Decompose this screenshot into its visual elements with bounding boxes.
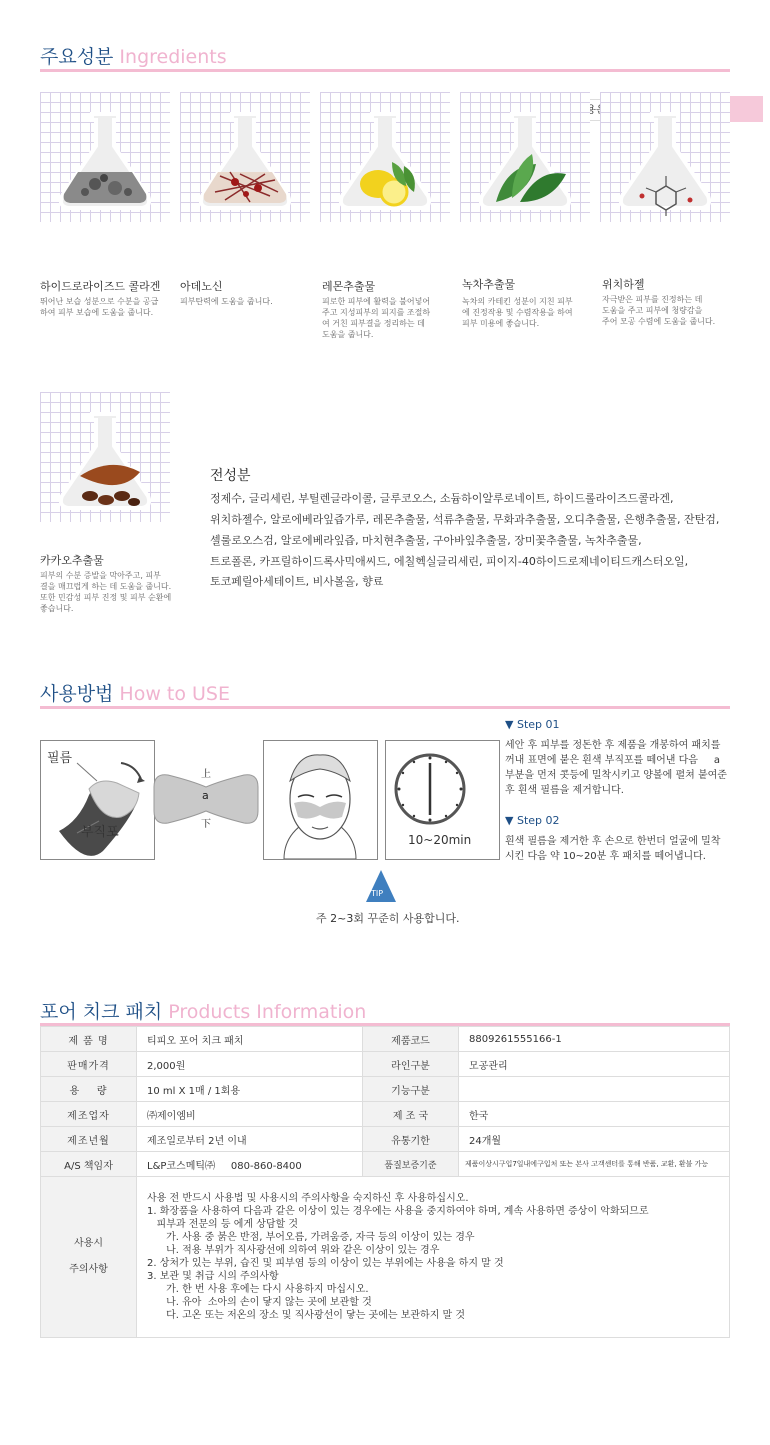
row-value: 제품이상시구입7일내에구입처 또는 본사 고객센터를 통해 반품, 교환, 환불 가능 (459, 1152, 730, 1177)
full-ingredients-line: 셀룰로오스검, 알로에베라잎즙, 마치현추출물, 구아바잎추출물, 장미꽃추출물, 녹차추출물, (210, 534, 642, 547)
full-ingredients-line: 트로폴론, 카프릴하이드록사믹애씨드, 에칠헥실글리세린, 피이지-40하이드로제네이티드캐스터오일, (210, 555, 689, 568)
row-value: 2,000원 (137, 1052, 363, 1077)
caution-text: 사용 전 반드시 사용법 및 사용시의 주의사항을 숙지하신 후 사용하십시오. 1. 화장품을 사용하여 다음과 같은 이상이 있는 경우에는 사용을 중지하여야 하며, 계속 사용하면 증상이 악화되므로 피부과 전문의 등 에게 상담할 것 가. 사용 중 붉은 반점, 부어오름, 가려움증, 자극 등의 이상이 있는 경우 나. 적용 부위가 직사광선에 의하여 위와 같은 이상이 있는 경우 2. 상처가 있는 부위, 습진 및 피부염 등의 이상이 있는 부위에는 사용을 하지 말 것 3. 보관 및 취급 시의 주의사항 가. 한 번 사용 후에는 다시 사용하지 마십시오. 나. 유아 소아의 손이 닿지 않는 곳에 보관할 것 다. 고온 또는 저온의 장소 및 직사광선이 닿는 곳에는 보관하지 말 것 (137, 1177, 730, 1338)
row-label: 기능구분 (363, 1077, 459, 1102)
ingredient-desc: 뛰어난 보습 성분으로 수분을 공급 하여 피부 보습에 도움을 줍니다. (40, 297, 159, 317)
table-row (41, 1127, 730, 1152)
full-ingredients-line: 위치하젤수, 알로에베라잎즙가루, 레몬추출물, 석류추출물, 무화과추출물, 오디추출물, 은행추출물, 잔탄검, (210, 513, 720, 526)
ingredient-image-witchhazel (600, 92, 730, 222)
row-value: 24개월 (459, 1127, 730, 1152)
caution-label: 사용시 주의사항 (41, 1177, 137, 1338)
note-tab (727, 96, 763, 122)
ingredient-image-greentea (460, 92, 590, 222)
row-label: 품질보증기준 (363, 1152, 459, 1177)
product-info-table (40, 1026, 730, 1338)
tip-text: 주 2~3회 꾸준히 사용합니다. (316, 912, 460, 925)
patch-illustration (148, 765, 263, 835)
ingredient-desc: 자극받은 피부를 진정하는 데 도움을 주고 피부에 청량감을 주어 모공 수렴에 도움을 줍니다. (602, 295, 716, 326)
row-label: 제 조 국 (363, 1102, 459, 1127)
ingredients-title (40, 42, 227, 69)
row-label: 제조업자 (41, 1102, 137, 1127)
row-value: 티피오 포어 치크 패치 (137, 1027, 363, 1052)
patch-a-label: a (202, 789, 209, 802)
patch-bottom-label: 下 (201, 819, 211, 830)
ingredient-name: 아데노신 (180, 280, 223, 293)
ingredient-desc: 피로한 피부에 활력을 불어넣어 주고 지성피부의 피지를 조절하 여 거친 피부결을 정리하는 데 도움을 줍니다. (322, 297, 431, 339)
ingredients-title-en: Ingredients (119, 46, 227, 68)
section-divider (40, 706, 730, 709)
section-divider (40, 69, 730, 72)
row-value: 10 ml X 1매 / 1회용 (137, 1077, 363, 1102)
step-image-clock (385, 740, 500, 860)
ingredient-desc: 피부탄력에 도움을 줍니다. (180, 297, 273, 306)
row-label: 제 품 명 (41, 1027, 137, 1052)
row-label: 판매가격 (41, 1052, 137, 1077)
ingredient-name: 위치하젤 (602, 278, 645, 291)
howto-title-ko: 사용방법 (40, 683, 114, 705)
row-label: 제조년월 (41, 1127, 137, 1152)
step-text: 세안 후 피부를 정돈한 후 제품을 개봉하여 패치를 꺼내 표면에 붙은 흰색 부직포를 떼어낸 다음 a 부분을 먼저 콧등에 밀착시키고 양볼에 펼쳐 붙여준 후 흰색 필름을 제거합니다. (505, 740, 727, 796)
ingredient-name: 녹차추출물 (462, 278, 516, 291)
row-label: 제품코드 (363, 1027, 459, 1052)
row-value (459, 1077, 730, 1102)
row-label: 유통기한 (363, 1127, 459, 1152)
tip-badge-label: TIP (371, 889, 384, 898)
table-row (41, 1102, 730, 1127)
table-row (41, 1152, 730, 1177)
step-image-face (263, 740, 378, 860)
step-heading: ▼ Step 01 (505, 718, 560, 731)
row-value: 모공관리 (459, 1052, 730, 1077)
ingredient-name: 하이드로라이즈드 콜라겐 (40, 280, 161, 293)
ingredient-note: 내용은 (535, 99, 727, 121)
howto-title (40, 679, 230, 706)
howto-title-en: How to USE (119, 683, 230, 705)
row-value: 8809261555166-1 (459, 1027, 730, 1052)
row-value: 제조일로부터 2년 이내 (137, 1127, 363, 1152)
full-ingredients-line: 정제수, 글리세린, 부틸렌글라이콜, 글루코오스, 소듐하이알루로네이트, 하이드롤라이즈드콜라겐, (210, 492, 674, 505)
film-label: 필름 (47, 751, 73, 766)
ingredients-title-ko: 주요성분 (40, 46, 114, 68)
row-label: A/S 책임자 (41, 1152, 137, 1177)
ingredient-image-cacao (40, 392, 170, 522)
row-label: 라인구분 (363, 1052, 459, 1077)
product-title-ko: 포어 치크 패치 (40, 1001, 163, 1023)
time-label: 10~20min (408, 833, 472, 847)
row-value: 한국 (459, 1102, 730, 1127)
ingredient-image-collagen (40, 92, 170, 222)
ingredient-image-adenosine (180, 92, 310, 222)
ingredient-desc: 녹차의 카테킨 성분이 지친 피부 에 진정작용 및 수렴작용을 하여 피부 미용에 좋습니다. (462, 297, 573, 328)
ingredient-image-lemon (320, 92, 450, 222)
row-label: 용 량 (41, 1077, 137, 1102)
tip-badge (366, 870, 396, 902)
table-row (41, 1027, 730, 1052)
ingredient-desc: 피부의 수분 증발을 막아주고, 피부 결을 매끄럽게 하는 데 도움을 줍니다. 또한 민감성 피부 진정 및 피부 순환에 좋습니다. (40, 571, 172, 613)
table-row (41, 1177, 730, 1338)
ingredient-name: 카카오추출물 (40, 554, 104, 567)
full-ingredients-title: 전성분 (210, 468, 251, 484)
product-title (40, 997, 366, 1024)
row-value: ㈜제이엠비 (137, 1102, 363, 1127)
ingredient-name: 레몬추출물 (322, 280, 376, 293)
product-title-en: Products Information (168, 1001, 367, 1023)
step-image-film (40, 740, 155, 860)
step-text: 흰색 필름을 제거한 후 손으로 한번더 얼굴에 밀착 시킨 다음 약 10~20분 후 패치를 떼어냅니다. (505, 836, 721, 862)
nonwoven-label: 부직포 (81, 825, 119, 840)
table-row (41, 1052, 730, 1077)
step-heading: ▼ Step 02 (505, 814, 560, 827)
patch-top-label: 上 (201, 769, 211, 780)
table-row (41, 1077, 730, 1102)
row-value: L&P코스메틱㈜ 080-860-8400 (137, 1152, 363, 1177)
full-ingredients-line: 토코페릴아세테이트, 비사볼올, 향료 (210, 575, 384, 588)
